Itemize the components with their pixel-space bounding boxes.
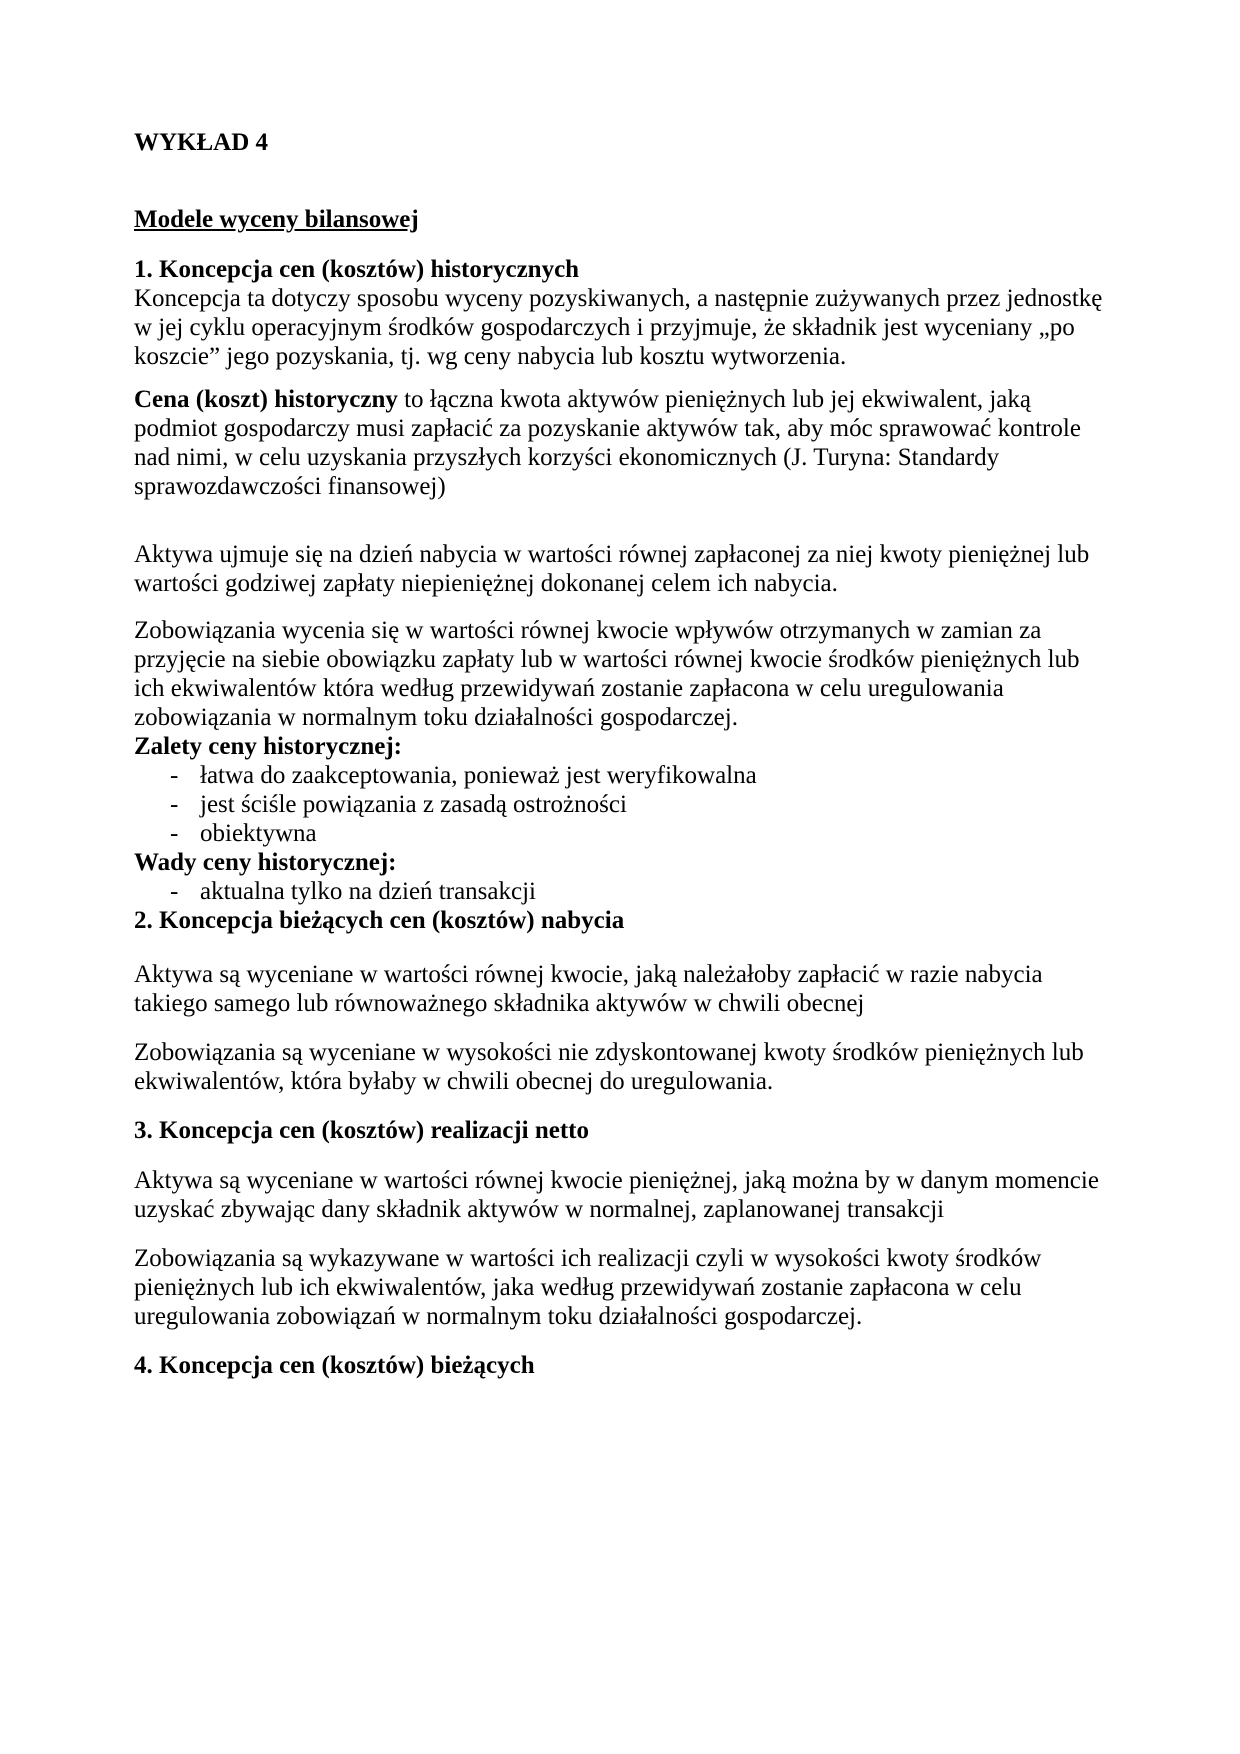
disadvantages-list [134, 877, 1105, 906]
list-item [134, 761, 1105, 790]
list-bullet: - [170, 791, 179, 818]
definition-body: to łączna kwota aktywów pieniężnych lub jej ekwiwalent, jaką podmiot gospodarczy musi zapłacić za pozyskanie aktywów tak, aby móc sprawować kontrole nad nimi, w celu uzyskania przyszłych korzyści ekonomicznych (J. Turyna: Standardy sprawozdawczości finansowej) [134, 386, 1081, 500]
list-item-text: jest ściśle powiązania z zasadą ostrożności [200, 791, 627, 818]
section-3-paragraph-assets: Aktywa są wyceniane w wartości równej kwocie pieniężnej, jaką można by w danym momencie uzyskać zbywając dany składnik aktywów w normalnej, zaplanowanej transakcji [134, 1167, 1099, 1223]
definition-term: Cena (koszt) historyczny [134, 386, 398, 413]
doc-subtitle: Modele wyceny bilansowej [134, 206, 419, 233]
section-2-paragraph-liabilities: Zobowiązania są wyceniane w wysokości nie zdyskontowanej kwoty środków pieniężnych lub ekwiwalentów, która byłaby w chwili obecnej do uregulowania. [134, 1039, 1084, 1095]
list-item-text: łatwa do zaakceptowania, ponieważ jest weryfikowalna [200, 762, 757, 789]
advantages-list [134, 761, 1105, 848]
section-1-paragraph-liabilities: Zobowiązania wycenia się w wartości równej kwocie wpływów otrzymanych w zamian za przyjęcie na siebie obowiązku zapłaty lub w wartości równej kwocie środków pieniężnych lub ich ekwiwalentów która według przewidywań zostanie zapłacona w celu uregulowania zobowiązania w normalnym toku działalności gospodarczej. [134, 617, 1080, 731]
list-bullet: - [170, 820, 179, 847]
list-item [134, 877, 1105, 906]
section-2-heading: 2. Koncepcja bieżących cen (kosztów) nabycia [134, 907, 625, 934]
section-1-heading: 1. Koncepcja cen (kosztów) historycznych [134, 256, 580, 283]
section-1-paragraph-concept: Koncepcja ta dotyczy sposobu wyceny pozyskiwanych, a następnie zużywanych przez jednostkę w jej cyklu operacyjnym środków gospodarczych i przyjmuje, że składnik jest wyceniany „po koszcie” jego pozyskania, tj. wg ceny nabycia lub kosztu wytworzenia. [134, 285, 1103, 370]
list-item-text: obiektywna [200, 820, 317, 847]
list-item [134, 819, 1105, 848]
list-item-text: aktualna tylko na dzień transakcji [200, 878, 536, 905]
section-2-paragraph-assets: Aktywa są wyceniane w wartości równej kwocie, jaką należałoby zapłacić w razie nabycia takiego samego lub równoważnego składnika aktywów w chwili obecnej [134, 961, 1043, 1017]
list-item [134, 790, 1105, 819]
list-bullet: - [170, 878, 179, 905]
advantages-heading: Zalety ceny historycznej: [134, 733, 402, 760]
list-bullet: - [170, 762, 179, 789]
section-3-paragraph-liabilities: Zobowiązania są wykazywane w wartości ich realizacji czyli w wysokości kwoty środków pieniężnych lub ich ekwiwalentów, jaka według przewidywań zostanie zapłacona w celu uregulowania zobowiązań w normalnym toku działalności gospodarczej. [134, 1245, 1042, 1330]
disadvantages-heading: Wady ceny historycznej: [134, 849, 397, 876]
section-4-heading: 4. Koncepcja cen (kosztów) bieżących [134, 1352, 535, 1379]
section-1-paragraph-assets: Aktywa ujmuje się na dzień nabycia w wartości równej zapłaconej za niej kwoty pieniężnej lub wartości godziwej zapłaty niepieniężnej dokonanej celem ich nabycia. [134, 541, 1090, 597]
doc-title: WYKŁAD 4 [134, 129, 269, 156]
section-1-paragraph-definition [134, 385, 1105, 501]
section-3-heading: 3. Koncepcja cen (kosztów) realizacji netto [134, 1117, 589, 1144]
